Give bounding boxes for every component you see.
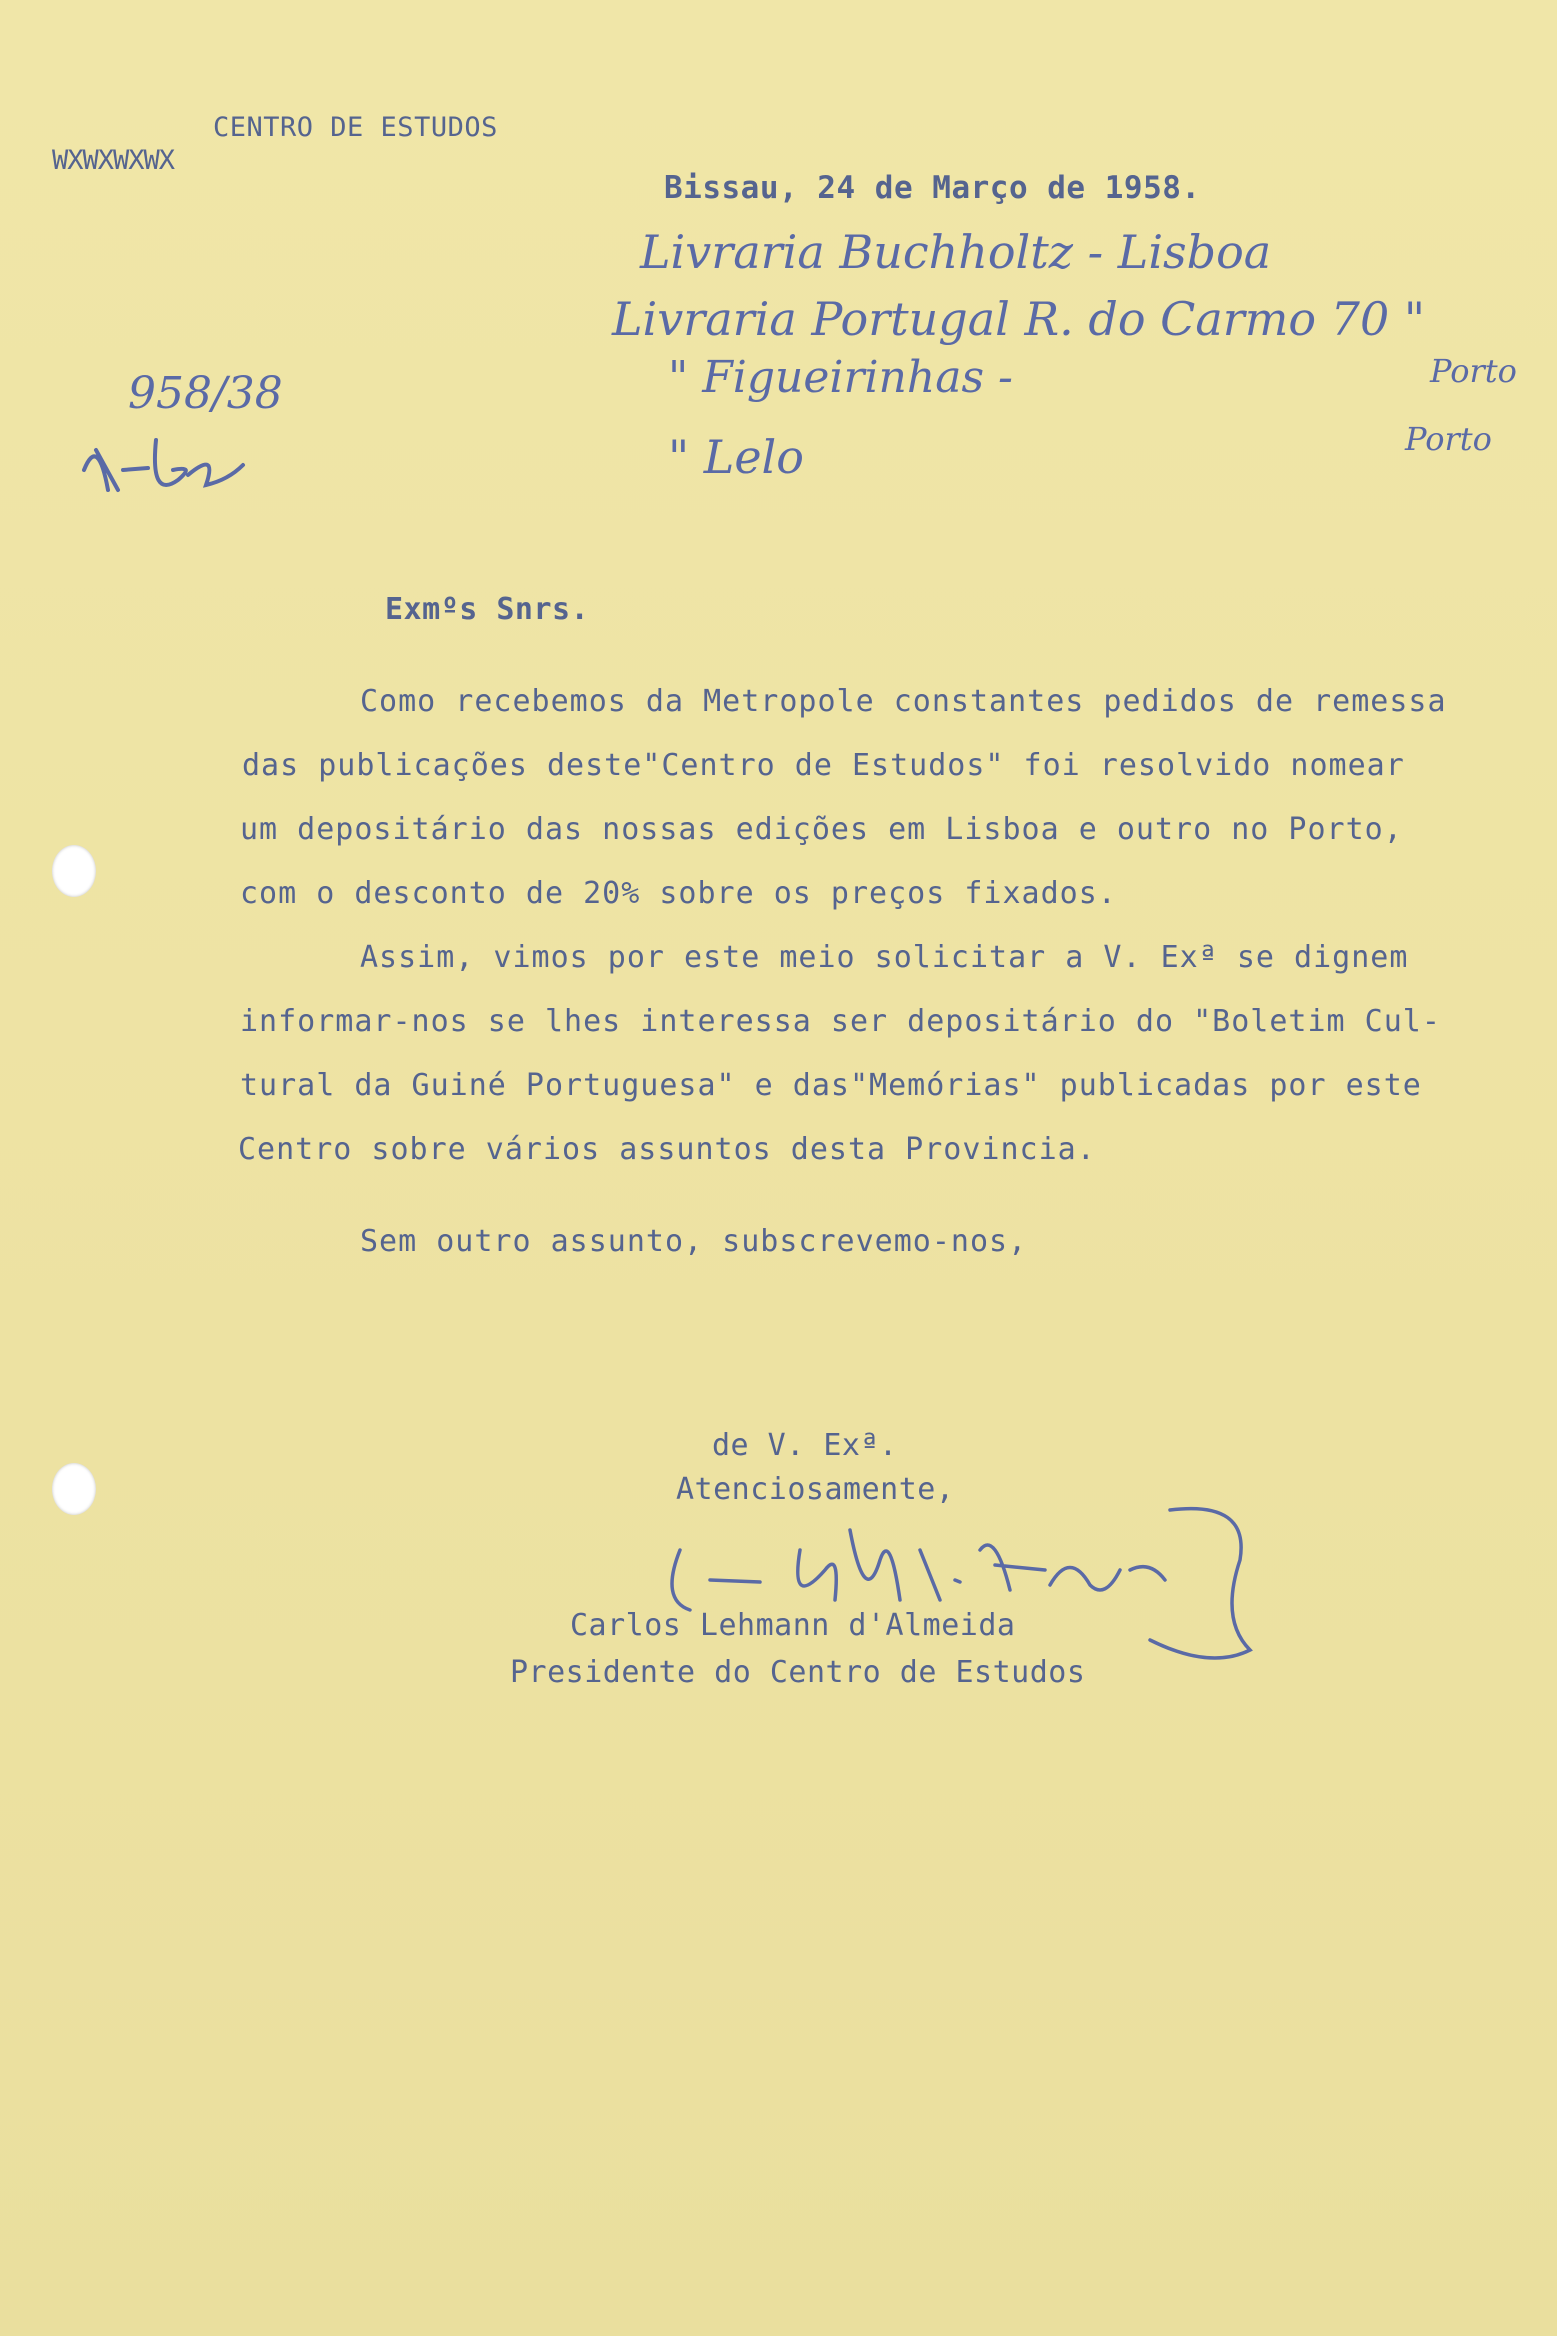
reference-number: 958/38 bbox=[128, 368, 283, 419]
punch-hole-top bbox=[52, 845, 96, 897]
handwritten-line-4: " Lelo bbox=[668, 430, 804, 484]
handwritten-line-2: Livraria Portugal R. do Carmo 70 " bbox=[612, 292, 1425, 346]
signature-line-2: Atenciosamente, bbox=[676, 1472, 955, 1507]
handwritten-city-1: Porto bbox=[1430, 352, 1517, 390]
letterhead-struck: WXWXWXWX bbox=[52, 145, 175, 176]
scribble-mark bbox=[78, 430, 248, 500]
signatory-name: Carlos Lehmann d'Almeida bbox=[570, 1608, 1016, 1643]
reference-mark bbox=[78, 430, 248, 511]
body-line: um depositário das nossas edições em Lisboa e outro no Porto, bbox=[240, 812, 1403, 847]
body-line: Como recebemos da Metropole constantes pedidos de remessa bbox=[360, 684, 1447, 719]
body-line: tural da Guiné Portuguesa" e das"Memórias" publicadas por este bbox=[240, 1068, 1422, 1103]
body-line: Assim, vimos por este meio solicitar a V. Exª se dignem bbox=[360, 940, 1409, 975]
body-line: Centro sobre vários assuntos desta Provincia. bbox=[238, 1132, 1096, 1167]
handwritten-city-2: Porto bbox=[1405, 420, 1492, 458]
date-line: Bissau, 24 de Março de 1958. bbox=[664, 170, 1201, 206]
body-line: das publicações deste"Centro de Estudos" foi resolvido nomear bbox=[242, 748, 1405, 783]
salutation: Exmºs Snrs. bbox=[385, 592, 590, 627]
handwritten-signature bbox=[650, 1490, 1270, 1680]
handwritten-line-3: " Figueirinhas - bbox=[668, 352, 1013, 403]
body-line: informar-nos se lhes interessa ser depositário do "Boletim Cul- bbox=[240, 1004, 1441, 1039]
signature-line-1: de V. Exª. bbox=[712, 1428, 898, 1463]
paragraph-1 bbox=[230, 670, 1530, 926]
body-line: com o desconto de 20% sobre os preços fixados. bbox=[240, 876, 1117, 911]
closing-line: Sem outro assunto, subscrevemo-nos, bbox=[360, 1224, 1028, 1259]
punch-hole-bottom bbox=[52, 1463, 96, 1515]
letterhead-org: CENTRO DE ESTUDOS bbox=[213, 112, 498, 143]
signatory-title: Presidente do Centro de Estudos bbox=[510, 1655, 1086, 1690]
paragraph-2 bbox=[230, 926, 1530, 1182]
handwritten-line-1: Livraria Buchholtz - Lisboa bbox=[640, 225, 1272, 279]
letter-body bbox=[230, 670, 1530, 1274]
